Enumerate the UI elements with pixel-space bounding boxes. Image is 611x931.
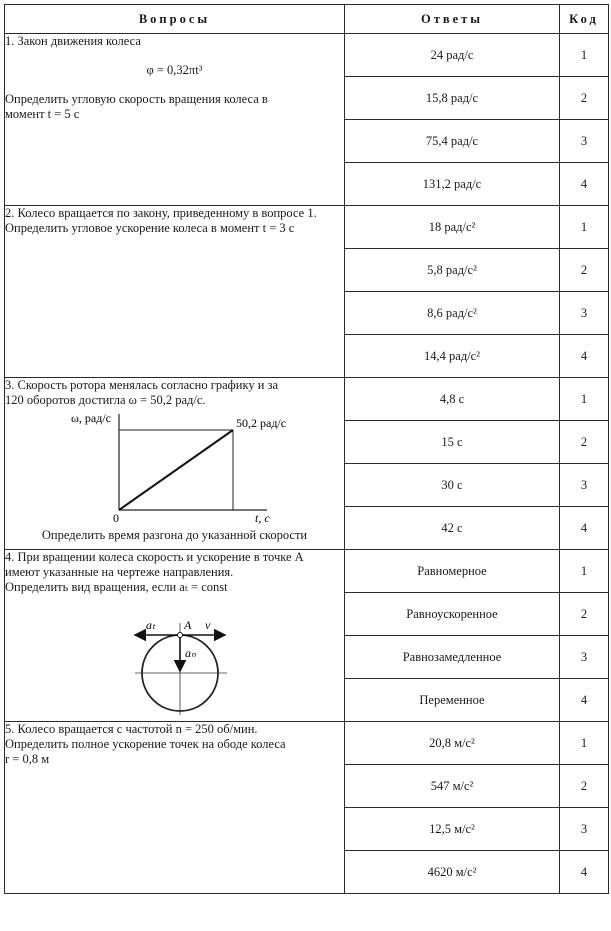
answer: 12,5 м/с² (345, 808, 560, 851)
speed-graph (5, 408, 325, 526)
header-code: Код (560, 5, 609, 34)
q4-line: имеют указанные на чертеже направления. (5, 565, 234, 579)
code: 1 (560, 206, 609, 249)
answer: 4,8 с (345, 378, 560, 421)
label-a: A (184, 618, 192, 632)
q5-line: Определить полное ускорение точек на ободе колеса (5, 737, 286, 751)
code: 3 (560, 120, 609, 163)
point-a-dot (178, 633, 183, 638)
graph-y-label: ω, рад/с (71, 411, 111, 425)
header-answers: Ответы (345, 5, 560, 34)
code: 2 (560, 77, 609, 120)
code: 3 (560, 292, 609, 335)
q1-line: момент t = 5 с (5, 107, 80, 121)
code: 2 (560, 593, 609, 636)
code: 4 (560, 679, 609, 722)
answer: 131,2 рад/с (345, 163, 560, 206)
answer: 15,8 рад/с (345, 77, 560, 120)
answer: Равномерное (345, 550, 560, 593)
q5-row (5, 722, 609, 765)
q3-line: 120 оборотов достигла ω = 50,2 рад/с. (5, 393, 206, 407)
code: 3 (560, 636, 609, 679)
q1-line: 1. Закон движения колеса (5, 34, 141, 48)
answer: Равноускоренное (345, 593, 560, 636)
q2-line: Определить угловое ускорение колеса в момент t = 3 с (5, 221, 295, 235)
q4-row (5, 550, 609, 593)
wheel-diagram (5, 595, 325, 715)
q5-text (5, 722, 345, 894)
q5-line: r = 0,8 м (5, 752, 50, 766)
answer: 547 м/с² (345, 765, 560, 808)
code: 1 (560, 378, 609, 421)
q2-line: 2. Колесо вращается по закону, приведенному в вопросе 1. (5, 206, 317, 220)
code: 4 (560, 163, 609, 206)
answer: 18 рад/с² (345, 206, 560, 249)
q1-text (5, 34, 345, 206)
code: 4 (560, 851, 609, 894)
label-an: aₙ (185, 646, 196, 660)
graph-end-value: 50,2 рад/с (236, 416, 287, 430)
graph-x-label: t, с (255, 511, 270, 525)
code: 1 (560, 722, 609, 765)
code: 3 (560, 808, 609, 851)
label-v: v (205, 618, 211, 632)
q1-formula: φ = 0,32πt³ (146, 63, 203, 77)
q2-row (5, 206, 609, 249)
q1-row (5, 34, 609, 77)
q3-line: 3. Скорость ротора менялась согласно графику и за (5, 378, 279, 392)
answer: 8,6 рад/с² (345, 292, 560, 335)
graph-ramp-line (119, 430, 233, 510)
code: 1 (560, 550, 609, 593)
code: 2 (560, 421, 609, 464)
code: 1 (560, 34, 609, 77)
code: 4 (560, 507, 609, 550)
answer: 30 с (345, 464, 560, 507)
code: 2 (560, 765, 609, 808)
graph-origin: 0 (113, 511, 119, 525)
code: 2 (560, 249, 609, 292)
q4-text (5, 550, 345, 722)
answer: 42 с (345, 507, 560, 550)
answer: Переменное (345, 679, 560, 722)
header-questions: Вопросы (5, 5, 345, 34)
answer: 75,4 рад/с (345, 120, 560, 163)
quiz-table (4, 4, 609, 894)
q4-line: 4. При вращении колеса скорость и ускорение в точке A (5, 550, 304, 564)
code: 4 (560, 335, 609, 378)
q3-text (5, 378, 345, 550)
header-row (5, 5, 609, 34)
answer: 15 с (345, 421, 560, 464)
q4-line: Определить вид вращения, если aₜ = const (5, 580, 228, 594)
answer: 20,8 м/с² (345, 722, 560, 765)
answer: 14,4 рад/с² (345, 335, 560, 378)
code: 3 (560, 464, 609, 507)
label-at: aₜ (146, 618, 156, 632)
answer: 4620 м/с² (345, 851, 560, 894)
q1-line: Определить угловую скорость вращения колеса в (5, 92, 268, 106)
answer: Равнозамедленное (345, 636, 560, 679)
answer: 5,8 рад/с² (345, 249, 560, 292)
q3-caption: Определить время разгона до указанной скорости (41, 528, 308, 542)
q3-row (5, 378, 609, 421)
answer: 24 рад/с (345, 34, 560, 77)
q2-text (5, 206, 345, 378)
q5-line: 5. Колесо вращается с частотой n = 250 об/мин. (5, 722, 258, 736)
